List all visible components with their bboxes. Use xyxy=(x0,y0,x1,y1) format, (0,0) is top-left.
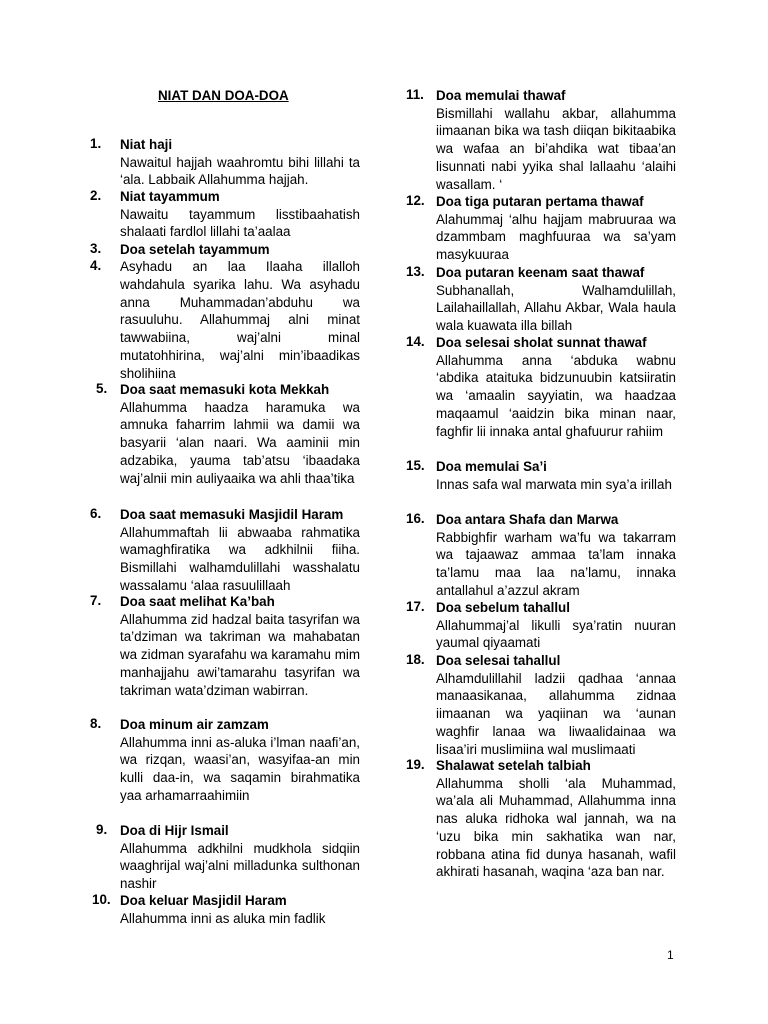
list-item xyxy=(406,652,676,758)
item-heading: Doa selesai tahallul xyxy=(436,653,561,668)
item-heading: Doa memulai thawaf xyxy=(436,88,566,103)
item-number: 6. xyxy=(90,506,102,521)
item-heading: Doa keluar Masjidil Haram xyxy=(120,893,287,908)
item-number: 18. xyxy=(406,652,425,667)
item-text: Allahumma zid hadzal baita tasyrifan wa ta’dziman wa takriman wa mahabatan wa zidman syarafahu wa karamahu mim manhajjahu awi’tamarahu tasyrifan wa takriman wata’dziman wabirran. xyxy=(120,611,360,698)
list-item xyxy=(90,381,360,487)
item-heading: Doa selesai sholat sunnat thawaf xyxy=(436,335,647,350)
list-item xyxy=(90,188,360,241)
item-text: Allahumma inni as aluka min fadlik xyxy=(120,910,326,926)
page-number: 1 xyxy=(667,948,674,962)
item-text: Allahumma sholli ‘ala Muhammad, wa’ala ali Muhammad, Allahumma inna nas aluka ridhoka wal jannah, wa na ‘uzu bika min sakhatika wan nar, robbana atina fid dunya hasanah, wafil akhirati hasanah, waqina ‘aza ban nar. xyxy=(436,775,676,880)
item-heading: Doa di Hijr Ismail xyxy=(120,823,229,838)
list-item xyxy=(90,136,360,189)
list-item xyxy=(406,458,672,493)
list-item xyxy=(90,258,360,383)
item-text: Nawaitul hajjah waahromtu bihi lillahi ta ‘ala. Labbaik Allahumma hajjah. xyxy=(120,154,360,188)
item-heading: Niat tayammum xyxy=(120,189,220,204)
item-number: 16. xyxy=(406,511,425,526)
item-text: Allahumma adkhilni mudkhola sidqiin waaghrijal waj’alni milladunka sulthonan nashir xyxy=(120,840,360,892)
list-item xyxy=(90,892,352,927)
item-text: Allahummaftah lii abwaaba rahmatika wamaghfiratika wa adkhilnii fiiha. Bismillahi walhamdulillahi wasshalatu wassalamu ‘alaa rasuulillaah xyxy=(120,524,360,593)
item-number: 12. xyxy=(406,193,425,208)
item-text: Allahummaj’al likulli sya’ratin nuuran yaumal qiyaamati xyxy=(436,617,676,651)
list-item xyxy=(90,506,360,595)
item-heading: Doa putaran keenam saat thawaf xyxy=(436,265,645,280)
item-heading: Doa saat memasuki Masjidil Haram xyxy=(120,507,344,522)
item-number: 17. xyxy=(406,599,425,614)
list-item xyxy=(90,822,360,893)
list-item xyxy=(406,511,676,600)
item-number: 15. xyxy=(406,458,425,473)
item-text: Subhanallah, Walhamdulillah, Lailahaillallah, Allahu Akbar, Wala haula wala kuawata illa billah xyxy=(436,282,676,334)
item-heading: Doa saat melihat Ka’bah xyxy=(120,594,275,609)
page-title: NIAT DAN DOA-DOA xyxy=(158,88,289,103)
item-heading: Doa memulai Sa’i xyxy=(436,459,547,474)
item-number: 8. xyxy=(90,716,102,731)
item-number: 3. xyxy=(90,241,102,256)
item-heading: Doa antara Shafa dan Marwa xyxy=(436,512,619,527)
item-text: Asyhadu an laa Ilaaha illalloh wahdahula syarika lahu. Wa asyhadu anna Muhammadan’abduhu wa rasuuluhu. Allahummaj alni minat tawwabiina, waj’alni minal mutatohhirina, waj’alni min’ibaadikas sholihiina xyxy=(120,259,360,381)
item-heading: Shalawat setelah talbiah xyxy=(436,758,591,773)
list-item xyxy=(406,334,676,440)
item-number: 11. xyxy=(406,87,424,102)
item-text: Rabbighfir warham wa’fu wa takarram wa tajaawaz ammaa ta’lam innaka ta’lamu maa laa na’lamu, innaka antallahul a’azzul akram xyxy=(436,529,676,598)
list-item xyxy=(406,193,676,264)
item-heading: Doa tiga putaran pertama thawaf xyxy=(436,194,644,209)
item-text: Allahumma anna ‘abduka wabnu ‘abdika ataituka bidzunuubin katsiiratin wa ‘amaalin sayyiatin, wa haadzaa maqaamul ‘aaidzin bika minan naar, faghfir lii innaka antal ghafuurur rahiim xyxy=(436,352,676,439)
list-item xyxy=(406,264,676,335)
item-text: Nawaitu tayammum lisstibaahatish shalaati fardlol lillahi ta’aalaa xyxy=(120,206,360,240)
list-item xyxy=(90,716,360,805)
item-number: 13. xyxy=(406,264,425,279)
item-text: Alhamdulillahil ladzii qadhaa ‘annaa manaasikanaa, allahumma zidnaa iimaanan wa yaqiinan wa ‘aunan waghfir lanaa wa liwaalidainaa wa lisaa’iri muslimiina wal muslimaati xyxy=(436,670,676,757)
item-text: Alahummaj ‘alhu hajjam mabruuraa wa dzammbam maghfuuraa wa sa’yam masykuuraa xyxy=(436,211,676,263)
list-item xyxy=(406,87,676,193)
item-number: 5. xyxy=(96,381,108,396)
item-heading: Niat haji xyxy=(120,137,173,152)
item-number: 1. xyxy=(90,136,102,151)
list-item xyxy=(406,757,676,881)
item-text: Innas safa wal marwata min sya’a irillah xyxy=(436,476,672,492)
item-heading: Doa saat memasuki kota Mekkah xyxy=(120,382,330,397)
item-heading: Doa minum air zamzam xyxy=(120,717,269,732)
item-text: Allahumma haadza haramuka wa amnuka faharrim lahmii wa damii wa basyarii ‘alan naari. Wa aaminii min adzabika, yauma tab’atsu ‘ibaadaka waj’alnii min auliyaaika wa ahli thaa’tika xyxy=(120,399,360,486)
item-number: 19. xyxy=(406,757,425,772)
item-text: Bismillahi wallahu akbar, allahumma iimaanan bika wa tash diiqan bikitaabika wa wafaa an bi’ahdika wat tibaa’an lisunnati nabi yyika shal lallaahu ‘alaihi wasallam. ‘ xyxy=(436,105,676,192)
item-number: 4. xyxy=(90,258,102,273)
item-number: 9. xyxy=(96,822,108,837)
list-item xyxy=(90,593,360,699)
list-item xyxy=(90,241,352,259)
item-heading: Doa setelah tayammum xyxy=(120,242,270,257)
list-item xyxy=(406,599,676,652)
item-number: 2. xyxy=(90,188,102,203)
item-number: 7. xyxy=(90,593,102,608)
item-number: 10. xyxy=(92,892,111,907)
item-heading: Doa sebelum tahallul xyxy=(436,600,570,615)
item-number: 14. xyxy=(406,334,425,349)
item-text: Allahumma inni as-aluka i’lman naafi’an, wa rizqan, waasi’an, wasyifaa-an min kulli daa-in, wa saqamin birahmatika yaa arhamarraahimiin xyxy=(120,734,360,803)
